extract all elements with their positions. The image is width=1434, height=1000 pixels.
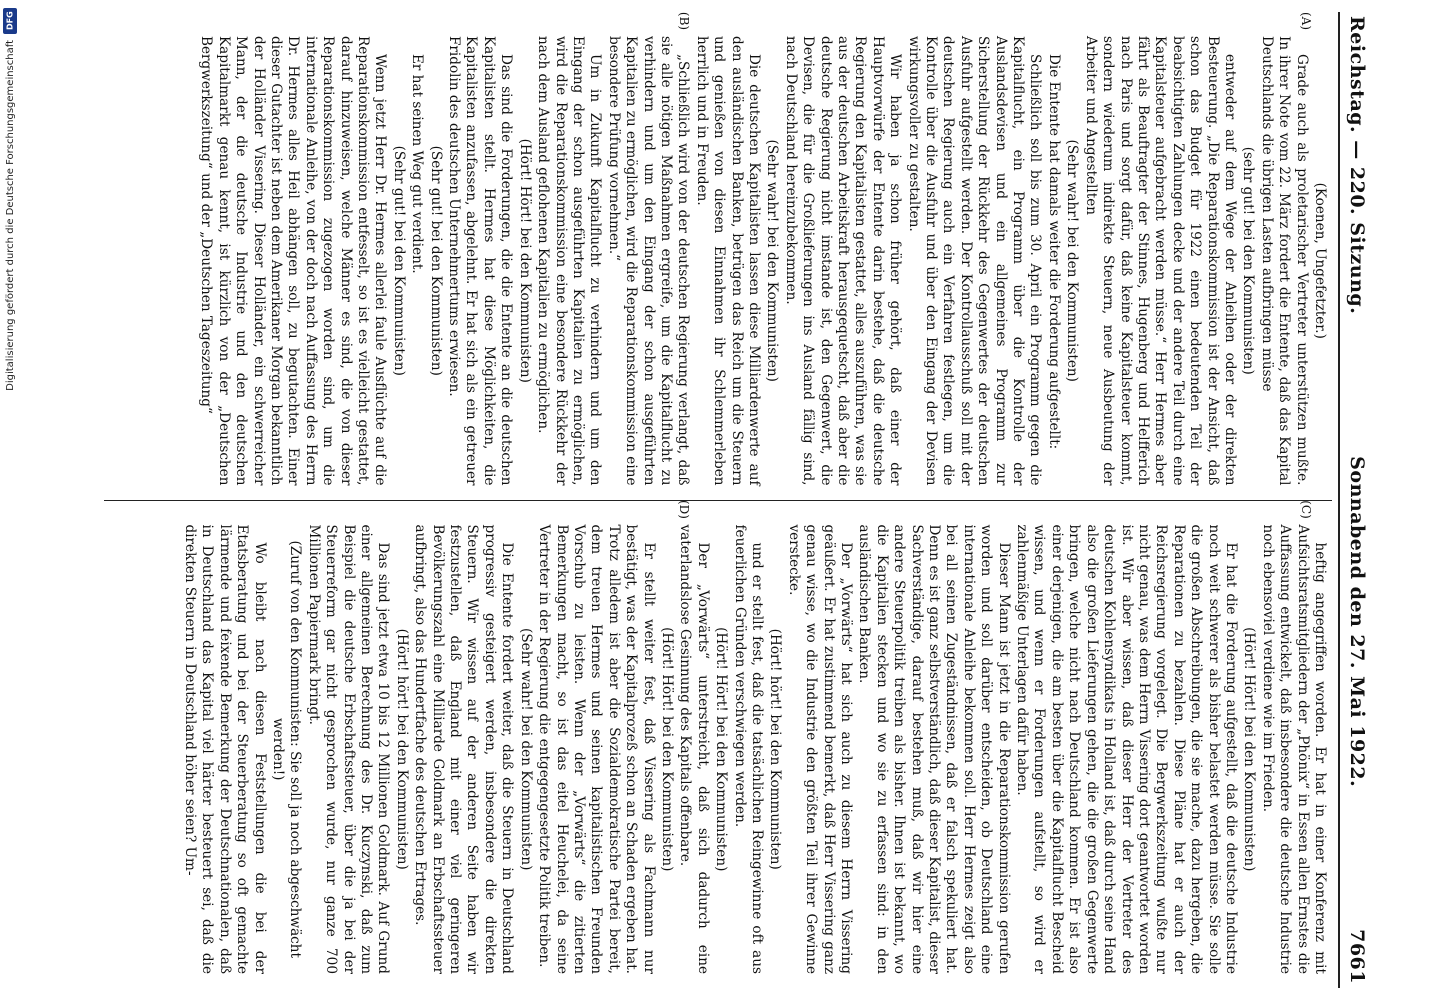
left-column-paragraph: Wenn jetzt Herr Dr. Hermes allerlei faule Ausflüchte auf die Reparationskommission entfesselt, so ist es vielleicht gestattet, darauf hinzuweisen, welche Männer es sind, die von dieser Reparationskommission zugezogen worden sind, um die internationale Anleihe, von der doch nach Auffassung des Herrn Dr. Hermes alles Heil abhängen soll, zu begutachten. Einer dieser Gutachter ist neben dem Amerikaner Morgan bekanntlich der Holländer Vissering. Dieser Holländer, ein schwerreicher Mann, der die deutsche Industrie und den deutschen Kapitalmarkt genau kennt, ist kürzlich von der „Deutschen Bergwerkszeitung“ und der „Deutschen Tageszeitung“ [198, 36, 389, 486]
left-column [104, 12, 1332, 501]
right-column-paragraph: Wo bleibt nach diesen Feststellungen die bei der Etatsberatung und bei der Steuerberatung so oft gemachte lärmende und feixende Bemerkung der Deutschnationalen, daß in Deutschland das Kapital viel härter besteuert sei, daß die direkten Steuern in Deutschland höher seien? Um- [182, 524, 268, 974]
left-column-paragraph: Das sind die Forderungen, die die Entente an die deutschen Kapitalisten stellt. Hermes hat diese Möglichkeiten, die Kapitalisten anzufassen, abgelehnt. Er hat sich als ein getreuer Fridolin des deutschen Unternehmertums erwiesen. [446, 36, 515, 486]
left-column-paragraph: (Sehr gut! bei den Kommunisten) [390, 145, 407, 376]
right-column-paragraph: (Hört! hört! bei den Kommunisten) [393, 628, 410, 870]
left-column-paragraph: Die deutschen Kapitalisten lassen diese Milliardenwerte auf den ausländischen Banken, betrügen das Reich um die Steuern und genießen von diesen Einnahmen ihr Schlemmerleben herrlich und in Freuden. [693, 36, 762, 486]
digitization-credit-strip [2, 8, 18, 992]
text-columns [104, 12, 1332, 988]
margin-marker-c: (C) [1299, 500, 1313, 519]
header-session: Reichstag. — 220. Sitzung. [1346, 16, 1368, 315]
right-column-paragraph: und er stellt fest, daß die tatsächlichen Reingewinne oft aus feuerlichen Gründen verschwiegen werden. [731, 524, 765, 974]
dfg-logo: DFG [3, 8, 17, 34]
right-column-paragraph: Er hat die Forderung aufgestellt, daß die deutsche Industrie noch weit schwerer als bisher belastet werden müsse. Sie solle die großen Abschreibungen, die sie mache, dazu hergeben, die Reparationen zu bezahlen. Diese Pläne hat er auch der Reichsregierung vorgelegt. Die Bergwerkszeitung wußte nur nicht genau, was dem Herrn Vissering dort geantwortet worden ist. Wir aber wissen, daß dieser Herr der Vertreter des deutschen Kohlensyndikats in Holland ist, daß durch seine Hand also die großen Lieferungen gehen, die die großen Gegenwerte bringen, welche nicht nach Deutschland kommen. Er ist also einer derjenigen, die am besten über die Kapitalflucht Bescheid wissen, und wenn er Forderungen aufstellt, so wird er zahlenmäßige Unterlagen dafür haben. [1014, 524, 1239, 974]
left-column-paragraph: (sehr gut! bei den Kommunisten) [1240, 146, 1257, 375]
left-column-paragraph: (Sehr wahr! bei den Kommunisten) [1064, 139, 1081, 382]
right-column-paragraph: (Hört! Hört! bei den Kommunisten) [713, 627, 730, 872]
right-column-paragraph: (Hört! hört! bei den Kommunisten) [767, 628, 784, 870]
left-column-paragraph: (Sehr gut! bei den Kommunisten) [427, 145, 444, 376]
digitization-credit-text: Digitalisierung gefördert durch die Deutsche Forschungsgemeinschaft [4, 40, 16, 391]
left-column-paragraph: Die Entente hat damals weiter die Forderung aufgestellt: [1045, 54, 1062, 450]
page-header [1338, 12, 1390, 988]
margin-marker-b: (B) [677, 12, 691, 31]
left-column-paragraph: (Koenen, Ungefetzter.) [1312, 182, 1328, 339]
left-column-paragraph: Wir haben ja schon früher gehört, daß einer der Hauptvorwürfe der Entente darin bestehe, daß die deutsche Regierung den Kapitalisten gestattet, alles auszuführen, was sie aus der deutschen Arbeitskraft herausgequetscht, daß aber die deutsche Regierung nicht imstande ist, den Gegenwert, die Devisen, die für die Großlieferungen ins Ausland fällig sind, nach Deutschland hereinzubekommen. [782, 36, 904, 486]
scanned-page [100, 12, 1390, 988]
margin-marker-d: (D) [677, 500, 691, 519]
left-column-paragraph: „Schließlich wird von der deutschen Regierung verlangt, daß sie alle nötigen Maßnahmen ergreife, um die Kapitalflucht zu verhindern und um den Eingang der schon ausgeführten Kapitalien zu ermöglichen, wird die Reparationskommission eine besondere Prüfung vornehmen.“ [605, 36, 692, 486]
right-column-paragraph: heftig angegriffen worden. Er hat in einer Konferenz mit Aufsichtsratsmitgliedern der „Phönix“ in Essen allen Ernstes die Auffassung entwickelt, daß insbesondere die deutsche Industrie noch ebensoviel verdiene wie im Frieden. [1259, 524, 1328, 974]
left-column-paragraph: (Sehr wahr! bei den Kommunisten) [764, 139, 781, 382]
left-column-paragraph: Um in Zukunft Kapitalflucht zu verhindern und um den Eingang der schon ausgeführten Kapitalien zu ermöglichen, wird die Reparationskommission eine besondere Rückkehr der nach dem Ausland geflohenen Kapitalien zu ermöglichen. [535, 36, 604, 486]
right-column-paragraph: Er stellt weiter fest, daß Vissering als Fachmann nur bestätigt, was der Kapitalprozeß schon an Schaden ergeben hat. Trotz alledem ist aber die Sozialdemokratische Partei bereit, dem treuen Hermes und seinen kapitalistischen Freunden Vorschub zu leisten. Wenn der „Vorwärts“ die zitierten Bemerkungen macht, so ist das eitel Heuchelei, da seine Vertreter in der Regierung die entgegengesetzte Politik treiben. [536, 524, 657, 974]
margin-marker-a: (A) [1299, 12, 1313, 31]
right-column-paragraph: Dieser Mann ist jetzt in die Reparationskommission gerufen worden und soll darüber entscheiden, ob Deutschland eine internationale Anleihe bekommen soll. Herr Hermes zeigt also bei all seinen Zugeständnissen, daß er falsch spekuliert hat. Denn es ist ganz selbstverständlich, daß dieser Kapitalist, dieser Sachverständige, darauf bestehen muß, daß wir hier eine andere Steuerpolitik treiben als bisher. Ihnen ist bekannt, wo die Kapitalien stecken und wo sie zu erfassen sind: in den ausländischen Banken. [856, 524, 1012, 974]
left-column-paragraph: Er hat seinen Weg gut verdient. [409, 54, 426, 274]
rotated-page-content [100, 12, 1390, 988]
right-column-body [181, 525, 1328, 975]
right-column [104, 501, 1332, 989]
right-column-paragraph: (Zuruf von den Kommunisten: Sie soll ja noch abgeschwächt werden!) [270, 540, 304, 959]
left-column-paragraph: entweder auf dem Wege der Anleihen oder der direkten Besteuerung. „Die Reparationskommission ist der Ansicht, daß schon das Budget für 1922 einen bedeutenden Teil der beabsichtigten Zahlungen decke und der andere Teil durch eine Kapitalsteuer aufgebracht werden müsse.“ Herr Hermes aber fährt als Beauftragter der Stinnes, Hugenberg und Helfferich nach Paris und sorgt dafür, daß keine Kapitalsteuer kommt, sondern wiederum indirekte Steuern, neue Ausbeutung der Arbeiter und Angestellten [1082, 36, 1238, 486]
left-column-body [197, 36, 1328, 486]
right-column-paragraph: Die Entente fordert weiter, daß die Steuern in Deutschland progressiv gesteigert werden, insbesondere die direkten Steuern. Wir wissen auf der anderen Seite haben wir festzustellen, daß England mit einer viel geringeren Bevölkerungszahl eine Milliarde Goldmark an Erbschaftssteuer aufbringt, also das Hundertfache des deutschen Ertrages. [412, 524, 516, 974]
left-column-paragraph: (Hört! Hört! bei den Kommunisten) [516, 138, 533, 383]
right-column-paragraph: Das sind jetzt etwa 10 bis 12 Millionen Goldmark. Auf Grund einer allgemeinen Berechnung des Dr. Kuczynski, daß zum Beispiel die deutsche Erbschaftssteuer, über die ja bei der Steuerreform gar nicht gesprochen wurde, nur ganze 700 Millionen Papiermark bringt. [305, 524, 392, 974]
header-date: Sonnabend den 27. Mai 1922. [1346, 456, 1368, 788]
left-column-paragraph: Grade auch als proletarischer Vertreter unterstützen mußte. In ihrer Note vom 22. März fordert die Entente, daß das Kapital Deutschlands die übrigen Lasten aufbringen müsse [1258, 36, 1310, 486]
right-column-paragraph: (Hört! Hört! bei den Kommunisten) [658, 627, 675, 872]
right-column-paragraph: Der „Vorwärts“ hat sich auch zu diesem Herrn Vissering geäußert. Er hat zustimmend bemerkt, daß Herr Vissering ganz genau wisse, wo die Industrie den größten Teil ihrer Gewinne verstecke. [785, 524, 855, 974]
left-column-paragraph: Schließlich soll bis zum 30. April ein Programm gegen die Kapitalflucht, ein Programm über die Kontrolle der Auslandsdevisen und ein allgemeines Programm zur Sicherstellung der Rückkehr des Gegenwertes der deutschen Ausfuhr aufgestellt werden. Der Kontrollausschuß soll mit der deutschen Regierung auch ein Verfahren festlegen, um die Kontrolle über die Ausfuhr und über den Eingang der Devisen wirkungsvoller zu gestalten. [905, 36, 1044, 486]
right-column-paragraph: (Sehr wahr! bei den Kommunisten) [517, 628, 534, 871]
right-column-paragraph: Der „Vorwärts“ unterstreicht, daß sich dadurch eine vaterlandslose Gesinnung des Kapitals offenbare. [677, 524, 711, 974]
right-column-paragraph: (Hört! Hört! bei den Kommunisten) [1241, 627, 1258, 872]
header-page-number: 7661 [1346, 929, 1368, 984]
